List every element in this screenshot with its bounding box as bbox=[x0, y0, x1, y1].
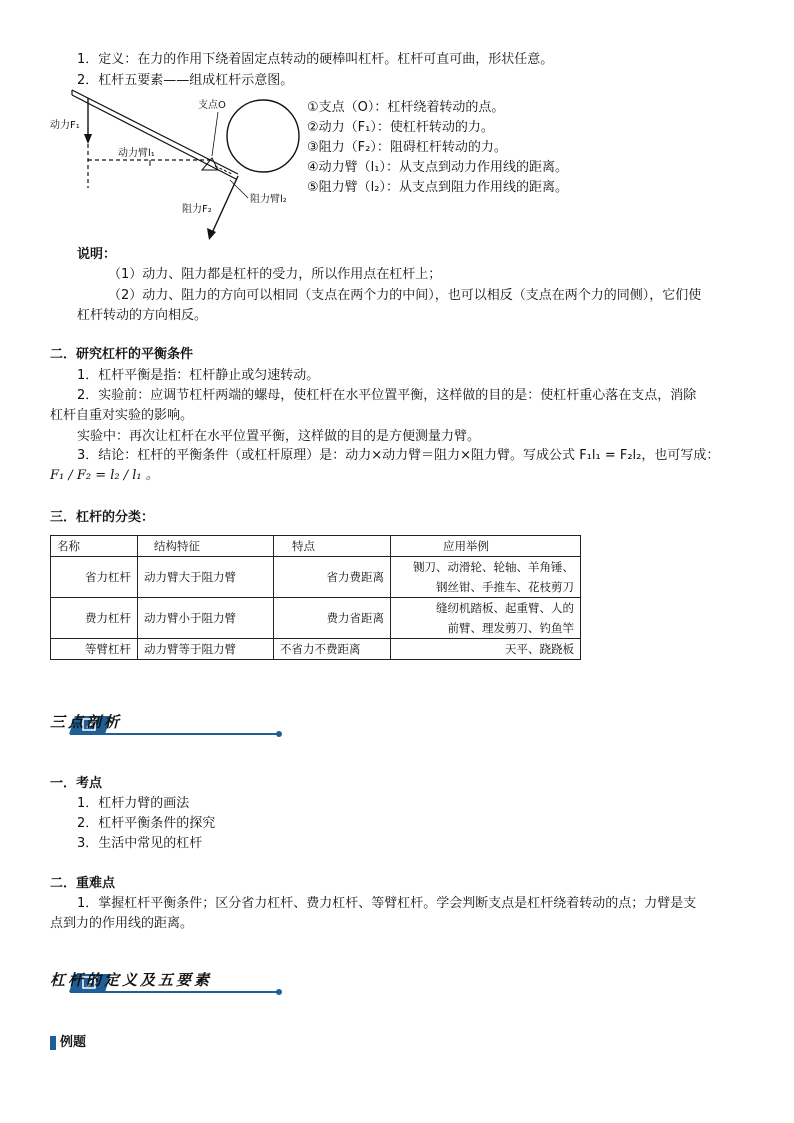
element-effort: ②动力（F₁）：使杠杆转动的力。 bbox=[307, 120, 494, 135]
lever-classification-table bbox=[50, 535, 581, 660]
conclusion: 3．结论：杠杆的平衡条件（或杠杆原理）是：动力×动力臂＝阻力×阻力臂。写成公式 F₁l₁ = F₂l₂，也可写成： bbox=[77, 448, 720, 463]
l2-label: 阻力臂l₂ bbox=[250, 194, 287, 205]
kaodian-title: 一．考点 bbox=[50, 776, 103, 791]
section-banner-definition bbox=[50, 970, 232, 996]
l1-label: 动力臂l₁ bbox=[118, 148, 155, 159]
header-feature: 特点 bbox=[274, 536, 391, 557]
lever-diagram bbox=[50, 88, 310, 248]
example-marker bbox=[50, 1036, 56, 1050]
experiment-before-a: 2．实验前：应调节杠杆两端的螺母，使杠杆在水平位置平衡，这样做的目的是：使杠杆重心落在支点，消除 bbox=[77, 388, 697, 403]
element-resistance-arm: ⑤阻力臂（l₂）：从支点到阻力作用线的距离。 bbox=[307, 180, 568, 195]
experiment-during: 实验中：再次让杠杆在水平位置平衡，这样做的目的是方便测量力臂。 bbox=[77, 429, 481, 444]
header-application: 应用举例 bbox=[391, 536, 581, 557]
cell-structure: 动力臂等于阻力臂 bbox=[138, 639, 274, 660]
table-row bbox=[51, 598, 581, 619]
banner-dot bbox=[276, 731, 282, 737]
example-heading: 例题 bbox=[60, 1035, 87, 1050]
definition-line: 1．定义：在力的作用下绕着固定点转动的硬棒叫杠杆。杠杆可直可曲，形状任意。 bbox=[77, 52, 554, 67]
balance-definition: 1．杠杆平衡是指：杠杆静止或匀速转动。 bbox=[77, 368, 320, 383]
notes-title: 说明： bbox=[77, 247, 117, 262]
cell-feature: 不省力不费距离 bbox=[274, 639, 391, 660]
section3-title: 三．杠杆的分类： bbox=[50, 510, 155, 525]
banner-title: 三点剖析 bbox=[50, 713, 123, 731]
cell-name: 费力杠杆 bbox=[51, 598, 138, 639]
section-banner-analysis bbox=[50, 712, 232, 738]
note-2b: 杠杆转动的方向相反。 bbox=[77, 308, 208, 323]
table-row bbox=[51, 639, 581, 660]
banner-underline bbox=[70, 991, 280, 993]
kaodian-item: 1．杠杆力臂的画法 bbox=[77, 796, 190, 811]
zhongnan-line-2: 点到力的作用线的距离。 bbox=[50, 916, 194, 931]
cell-feature: 费力省距离 bbox=[274, 598, 391, 639]
f2-label: 阻力F₂ bbox=[182, 204, 212, 215]
kaodian-item: 2．杠杆平衡条件的探究 bbox=[77, 816, 216, 831]
cell-name: 省力杠杆 bbox=[51, 557, 138, 598]
cell-structure: 动力臂大于阻力臂 bbox=[138, 557, 274, 598]
cell-feature: 省力费距离 bbox=[274, 557, 391, 598]
five-elements-list bbox=[307, 98, 568, 198]
table-header-row bbox=[51, 536, 581, 557]
formula-ratio: F₁ / F₂ = l₂ / l₁ 。 bbox=[50, 468, 159, 483]
f1-label: 动力F₁ bbox=[50, 120, 80, 131]
kaodian-item: 3．生活中常见的杠杆 bbox=[77, 836, 203, 851]
element-fulcrum: ①支点（O）：杠杆绕着转动的点。 bbox=[307, 100, 505, 115]
banner-title: 杠杆的定义及五要素 bbox=[50, 971, 213, 989]
element-effort-arm: ④动力臂（l₁）：从支点到动力作用线的距离。 bbox=[307, 160, 568, 175]
five-elements-intro: 2．杠杆五要素——组成杠杆示意图。 bbox=[77, 73, 294, 88]
banner-dot bbox=[276, 989, 282, 995]
fulcrum-label: 支点O bbox=[198, 100, 226, 111]
experiment-before-b: 杠杆自重对实验的影响。 bbox=[50, 408, 194, 423]
zhongnan-line-1: 1．掌握杠杆平衡条件；区分省力杠杆、费力杠杆、等臂杠杆。学会判断支点是杠杆绕着转动的点；力臂是支 bbox=[77, 896, 697, 911]
note-2a: （2）动力、阻力的方向可以相同（支点在两个力的中间），也可以相反（支点在两个力的同侧），它们使 bbox=[108, 288, 702, 303]
section2-title: 二．研究杠杆的平衡条件 bbox=[50, 347, 194, 362]
zhongnan-title: 二．重难点 bbox=[50, 876, 116, 891]
cell-application-cont: 钢丝钳、手推车、花枝剪刀 bbox=[391, 577, 581, 598]
banner-underline bbox=[70, 733, 280, 735]
element-resistance: ③阻力（F₂）：阻碍杠杆转动的力。 bbox=[307, 140, 507, 155]
cell-application: 铡刀、动滑轮、轮轴、羊角锤、 bbox=[391, 557, 581, 578]
header-structure: 结构特征 bbox=[138, 536, 274, 557]
header-name: 名称 bbox=[51, 536, 138, 557]
note-1: （1）动力、阻力都是杠杆的受力，所以作用点在杠杆上； bbox=[108, 267, 442, 282]
cell-application: 缝纫机踏板、起重臂、人的 bbox=[391, 598, 581, 619]
cell-name: 等臂杠杆 bbox=[51, 639, 138, 660]
table-row bbox=[51, 557, 581, 578]
cell-application: 天平、跷跷板 bbox=[391, 639, 581, 660]
cell-structure: 动力臂小于阻力臂 bbox=[138, 598, 274, 639]
cell-application-cont: 前臂、理发剪刀、钓鱼竿 bbox=[391, 618, 581, 639]
